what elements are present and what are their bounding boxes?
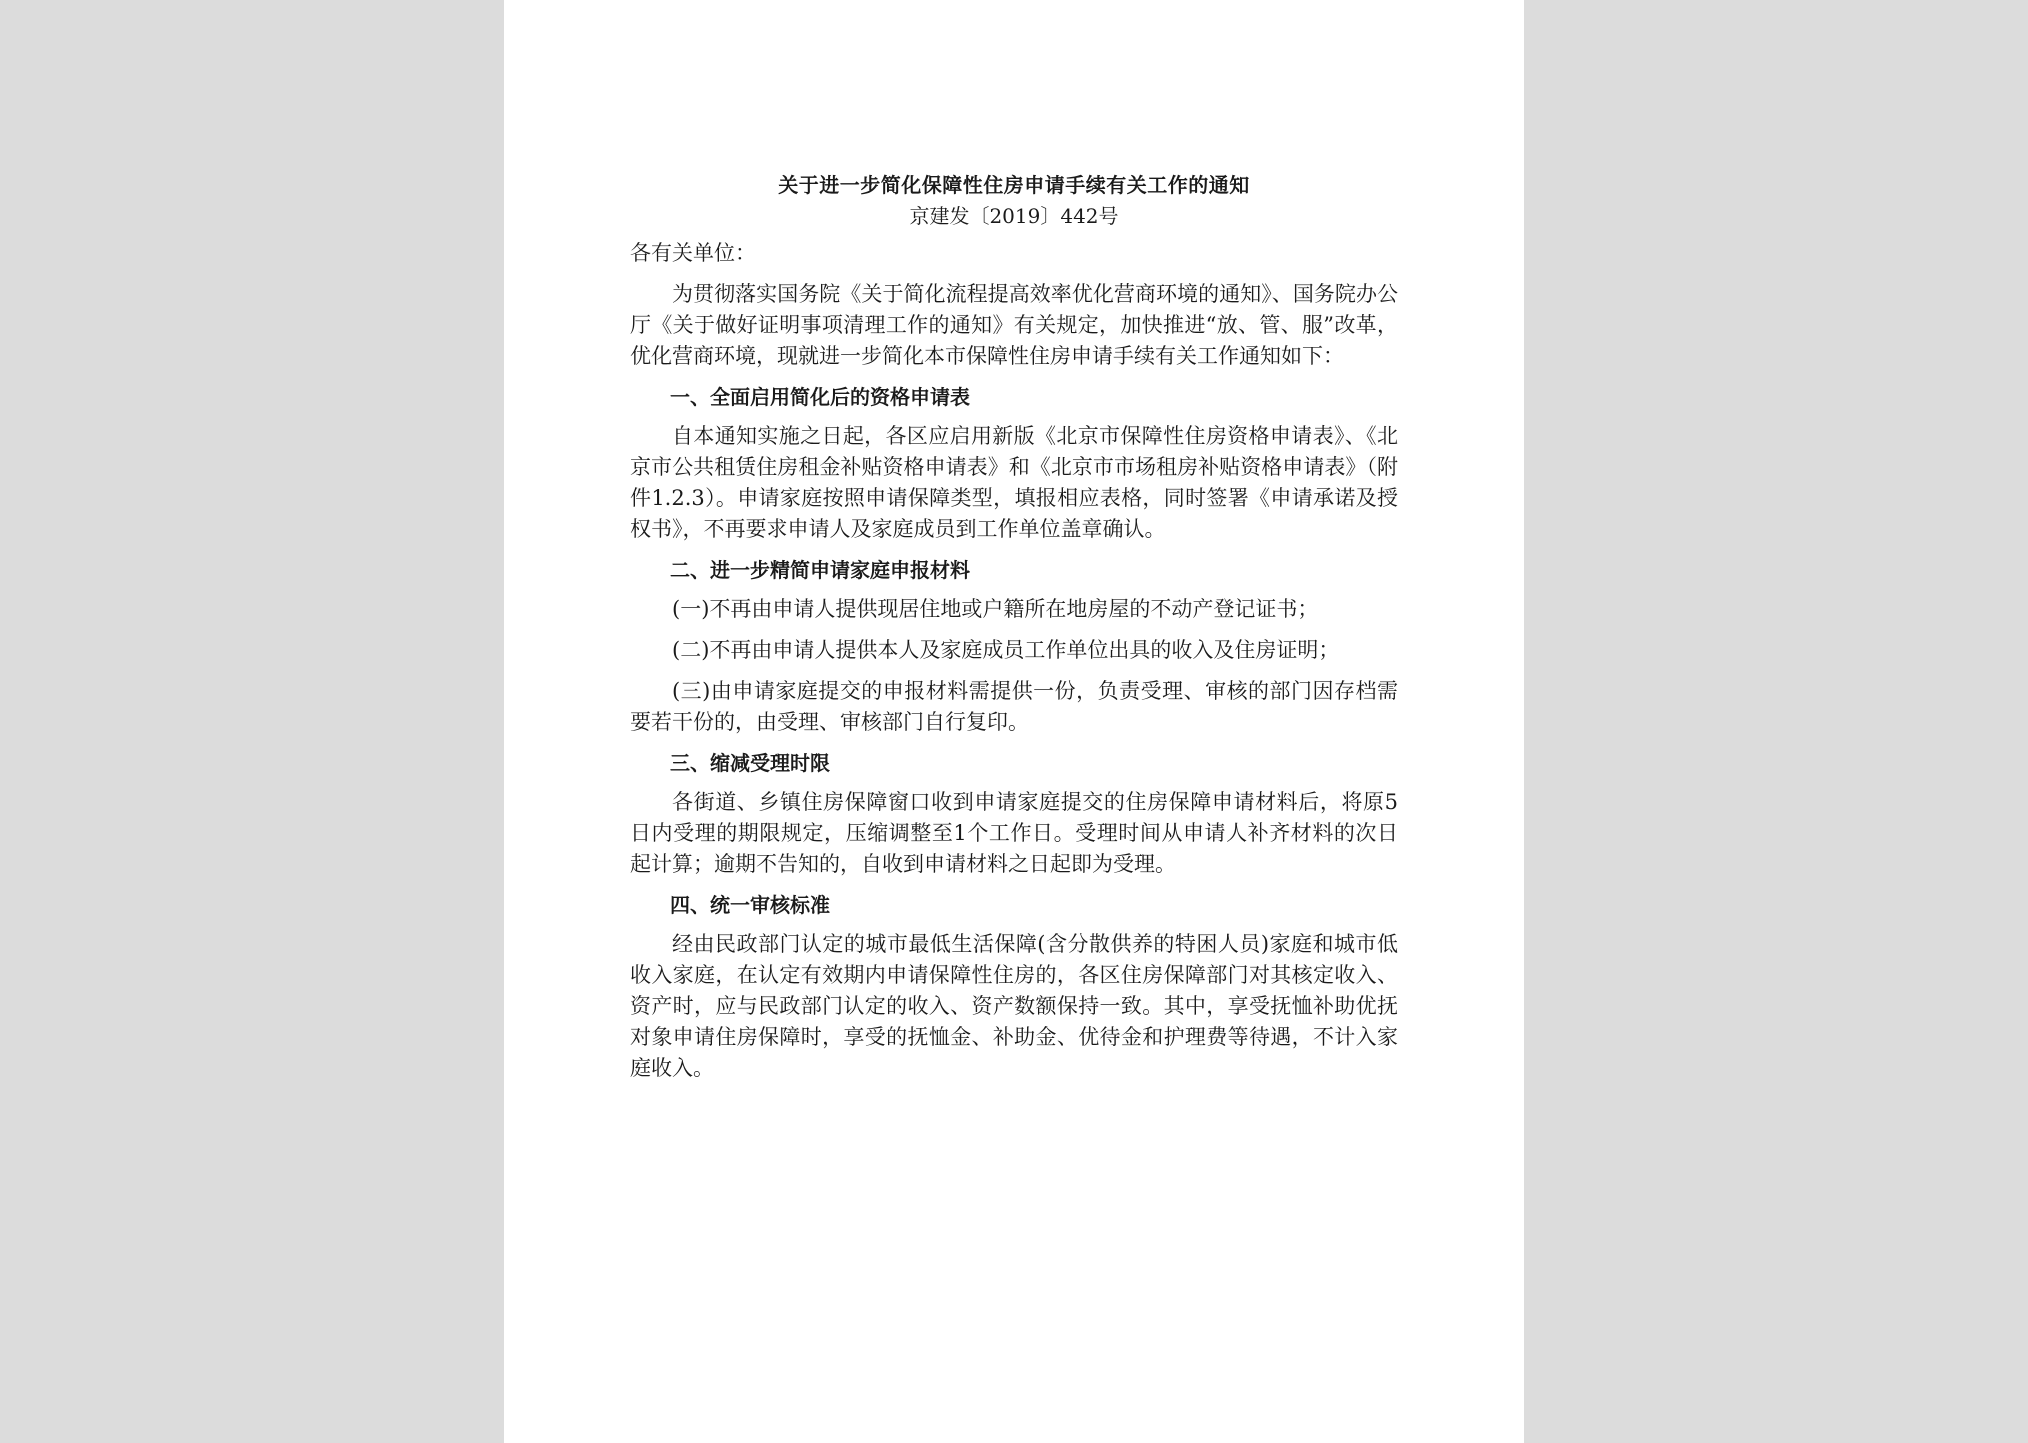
section-heading: 三、缩减受理时限: [670, 751, 830, 775]
document-number: 京建发〔2019〕442号: [909, 204, 1119, 228]
section-paragraph: 经由民政部门认定的城市最低生活保障(含分散供养的特困人员)家庭和城市低收入家庭，在认定有效期内申请保障性住房的，各区住房保障部门对其核定收入、资产时，应与民政部门认定的收入、资产数额保持一致。其中，享受抚恤补助优抚对象申请住房保障时，享受的抚恤金、补助金、优待金和护理费等待遇，不计入家庭收入。: [630, 932, 1398, 1080]
salutation: 各有关单位：: [630, 241, 756, 265]
document-page: [504, 0, 1524, 1443]
section-paragraph: 自本通知实施之日起，各区应启用新版《北京市保障性住房资格申请表》、《北京市公共租赁住房租金补贴资格申请表》和《北京市市场租房补贴资格申请表》（附件1.2.3）。申请家庭按照申请保障类型，填报相应表格，同时签署《申请承诺及授权书》，不再要求申请人及家庭成员到工作单位盖章确认。: [630, 424, 1398, 541]
list-item: (一)不再由申请人提供现居住地或户籍所在地房屋的不动产登记证书；: [672, 597, 1319, 621]
section-paragraph: 各街道、乡镇住房保障窗口收到申请家庭提交的住房保障申请材料后，将原5日内受理的期限规定，压缩调整至1个工作日。受理时间从申请人补齐材料的次日起计算；逾期不告知的，自收到申请材料之日起即为受理。: [630, 790, 1398, 876]
intro-paragraph: 为贯彻落实国务院《关于简化流程提高效率优化营商环境的通知》、国务院办公厅《关于做好证明事项清理工作的通知》有关规定，加快推进“放、管、服”改革，优化营商环境，现就进一步简化本市保障性住房申请手续有关工作通知如下：: [630, 282, 1398, 368]
document-body: [630, 170, 1398, 1094]
list-item: (三)由申请家庭提交的申报材料需提供一份，负责受理、审核的部门因存档需要若干份的，由受理、审核部门自行复印。: [630, 679, 1398, 734]
section-heading: 一、全面启用简化后的资格申请表: [670, 385, 970, 409]
section-heading: 四、统一审核标准: [670, 893, 830, 917]
list-item: (二)不再由申请人提供本人及家庭成员工作单位出具的收入及住房证明；: [672, 638, 1340, 662]
section-heading: 二、进一步精简申请家庭申报材料: [670, 558, 970, 582]
document-title: 关于进一步简化保障性住房申请手续有关工作的通知: [778, 173, 1250, 197]
